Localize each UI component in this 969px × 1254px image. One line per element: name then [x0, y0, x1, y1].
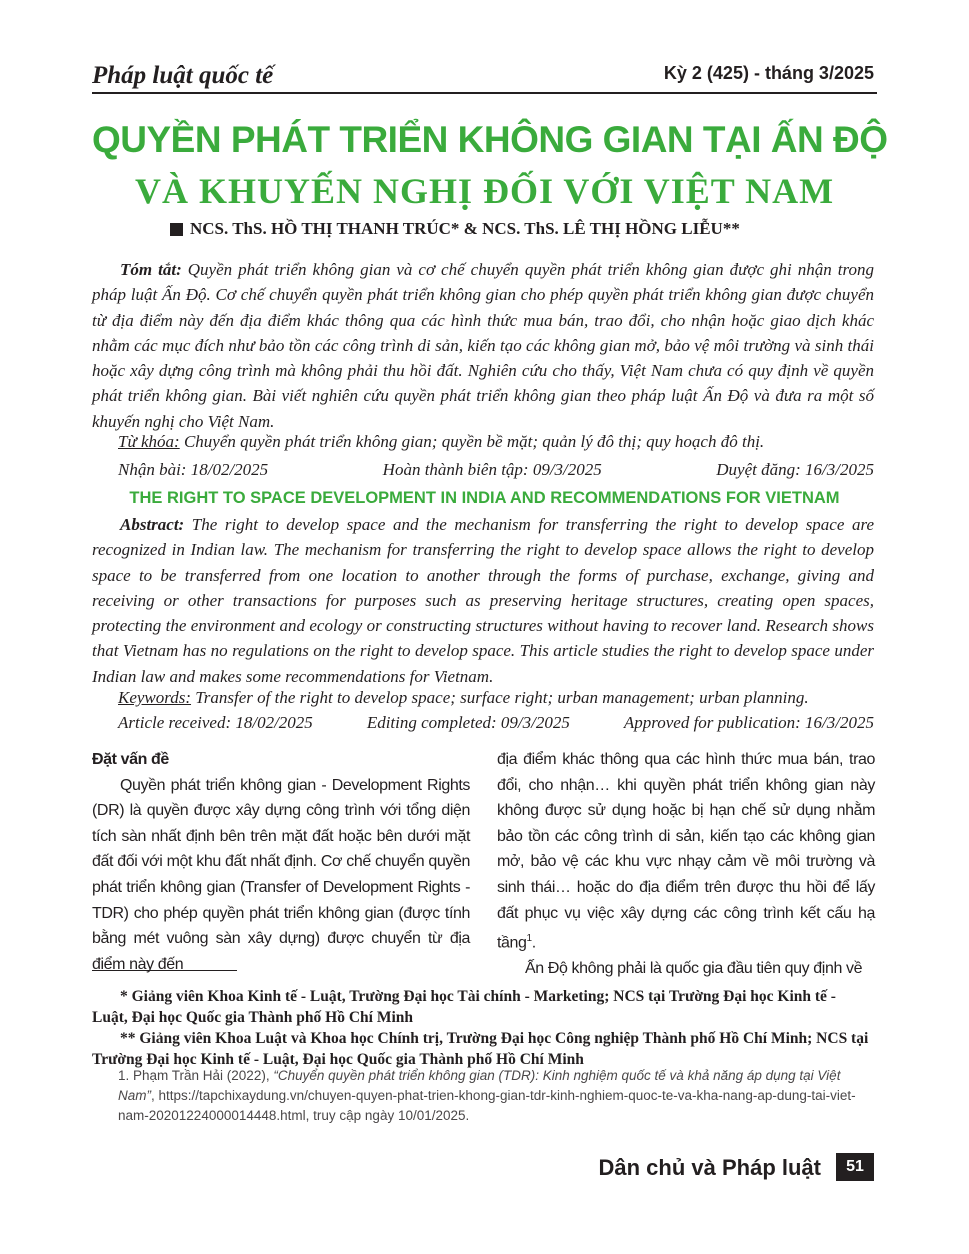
footnote-3-suffix: , https://tapchixaydung.vn/chuyen-quyen-phat-trien-khong-gian-tdr-kinh-nghiem-quoc-te-va-kha-nang-ap-dung-tai-viet-nam-20201224000014448.html, truy cập ngày 10/01/2025.	[118, 1088, 856, 1123]
abstract-vietnamese	[92, 257, 874, 434]
keywords-vi-text: Chuyển quyền phát triển không gian; quyền bề mặt; quản lý đô thị; quy hoạch đô thị.	[179, 432, 765, 451]
footnote-3-title: “Chuyển quyền phát triển không gian (TDR): Kinh nghiệm quốc tế và khả năng áp dụng tại Việt Nam”	[118, 1068, 841, 1103]
article-title-line-2: VÀ KHUYẾN NGHỊ ĐỐI VỚI VIỆT NAM	[134, 171, 835, 211]
completed-date-vi: Hoàn thành biên tập: 09/3/2025	[382, 460, 602, 479]
footnote-3-prefix: 1. Phạm Trần Hải (2022),	[118, 1068, 274, 1083]
abstract-vi-label: Tóm tắt:	[120, 260, 182, 279]
section-heading: Đặt vấn đề	[92, 751, 169, 768]
footnote-rule	[92, 970, 237, 971]
abstract-english	[92, 512, 874, 689]
journal-name: Dân chủ và Pháp luật	[598, 1155, 821, 1180]
keywords-en-label: Keywords:	[118, 688, 192, 707]
abstract-vi-text: Quyền phát triển không gian và cơ chế chuyển quyền phát triển không gian được ghi nhận trong pháp luật Ấn Độ. Cơ chế chuyển quyền phát triển không gian cho phép quyền phát triển không gian được chuyển từ địa điểm này đến địa điểm khác thông qua các hình thức mua bán, trao đổi, cho nhận hoặc giao dịch khác nhằm các mục đích như bảo tồn các công trình di sản, kiến tạo các không gian mở, bảo vệ môi trường và sinh thái hoặc xây dựng công trình mà không phải thu hồi đất. Nghiên cứu cho thấy, Việt Nam chưa có quy định về quyền phát triển không gian. Bài viết nghiên cứu quyền phát triển không gian theo pháp luật Ấn Độ và đưa ra một số khuyến nghị cho Việt Nam.	[92, 260, 875, 431]
page-number: 51	[836, 1153, 874, 1181]
footnote-2: ** Giảng viên Khoa Luật và Khoa học Chính trị, Trường Đại học Công nghiệp Thành phố Hồ Chí Minh; NCS tại Trường Đại học Kinh tế - Luật, Đại học Quốc gia Thành phố Hồ Chí Minh	[92, 1030, 869, 1068]
abstract-en-text: The right to develop space and the mechanism for transferring the right to develop space are recognized in Indian law. The mechanism for transferring the right to develop space allows the right to develop space to be transferred from one location to another through the forms of purchase, exchange, giving and receiving or other transactions for purposes such as preserving heritage structures, creating open spaces, protecting the environment and ecology or constructing structures without having to recover land. Research shows that Vietnam has no regulations on the right to develop space. This article studies the right to develop space under Indian law and makes some recommendations for Vietnam.	[92, 515, 874, 686]
keywords-vietnamese	[118, 432, 764, 452]
body-column-right	[497, 747, 875, 982]
body-paragraph-left: Quyền phát triển không gian - Development Rights (DR) là quyền được xây dựng công trình với tổng diện tích sàn nhất định bên trên mặt đất hoặc bên dưới mặt đất đối với một khu đất nhất định. Cơ chế chuyển quyền phát triển không gian (Transfer of Development Rights - TDR) cho phép quyền phát triển không gian (được tính bằng mét vuông sàn xây dựng) được chuyển từ địa điểm này đến	[92, 776, 470, 973]
footnote-3	[118, 1066, 875, 1126]
article-title-line-1: QUYỀN PHÁT TRIỂN KHÔNG GIAN TẠI ẤN ĐỘ	[92, 119, 888, 160]
body-paragraph-right	[497, 747, 875, 956]
body-paragraph-right-text: địa điểm khác thông qua các hình thức mua bán, trao đổi, cho nhận… khi quyền phát triển không gian này không được sử dụng hoặc bị hạn chế sử dụng nhằm bảo tồn các công trình di sản, kiến tạo các không gian mở, bảo vệ các khu vực nhạy cảm về môi trường và sinh thái… hoặc do địa điểm trên được thu hồi để lấy đất phục vụ việc xây dựng các công trình kết cấu hạ tầng	[497, 751, 875, 952]
dates-vietnamese	[118, 460, 874, 480]
received-date-en: Article received: 18/02/2025	[118, 713, 313, 732]
section-label: Pháp luật quốc tế	[92, 62, 274, 89]
approved-date-en: Approved for publication: 16/3/2025	[623, 713, 874, 732]
body-paragraph-right-end: .	[531, 934, 536, 952]
english-title: THE RIGHT TO SPACE DEVELOPMENT IN INDIA AND RECOMMENDATIONS FOR VIETNAM	[129, 489, 840, 507]
footnote-reference: 1	[526, 933, 532, 945]
issue-info: Kỳ 2 (425) - tháng 3/2025	[663, 63, 874, 83]
authors-text: NCS. ThS. HỒ THỊ THANH TRÚC* & NCS. ThS. LÊ THỊ HỒNG LIỄU**	[190, 219, 740, 238]
authors	[170, 219, 740, 239]
bullet-square-icon	[170, 223, 183, 236]
header-rule	[92, 92, 877, 94]
footnote-1: * Giảng viên Khoa Kinh tế - Luật, Trường Đại học Tài chính - Marketing; NCS tại Trường Đại học Kinh tế - Luật, Đại học Quốc gia Thành phố Hồ Chí Minh	[92, 988, 836, 1026]
completed-date-en: Editing completed: 09/3/2025	[366, 713, 570, 732]
body-paragraph-right-2: Ấn Độ không phải là quốc gia đầu tiên quy định về	[525, 960, 863, 978]
abstract-en-label: Abstract:	[120, 515, 185, 534]
keywords-en-text: Transfer of the right to develop space; surface right; urban management; urban planning.	[191, 688, 809, 707]
dates-english	[118, 713, 874, 733]
keywords-vi-label: Từ khóa:	[118, 432, 180, 451]
body-column-left	[92, 747, 470, 977]
approved-date-vi: Duyệt đăng: 16/3/2025	[716, 460, 874, 479]
keywords-english	[118, 688, 809, 708]
received-date-vi: Nhận bài: 18/02/2025	[118, 460, 269, 479]
